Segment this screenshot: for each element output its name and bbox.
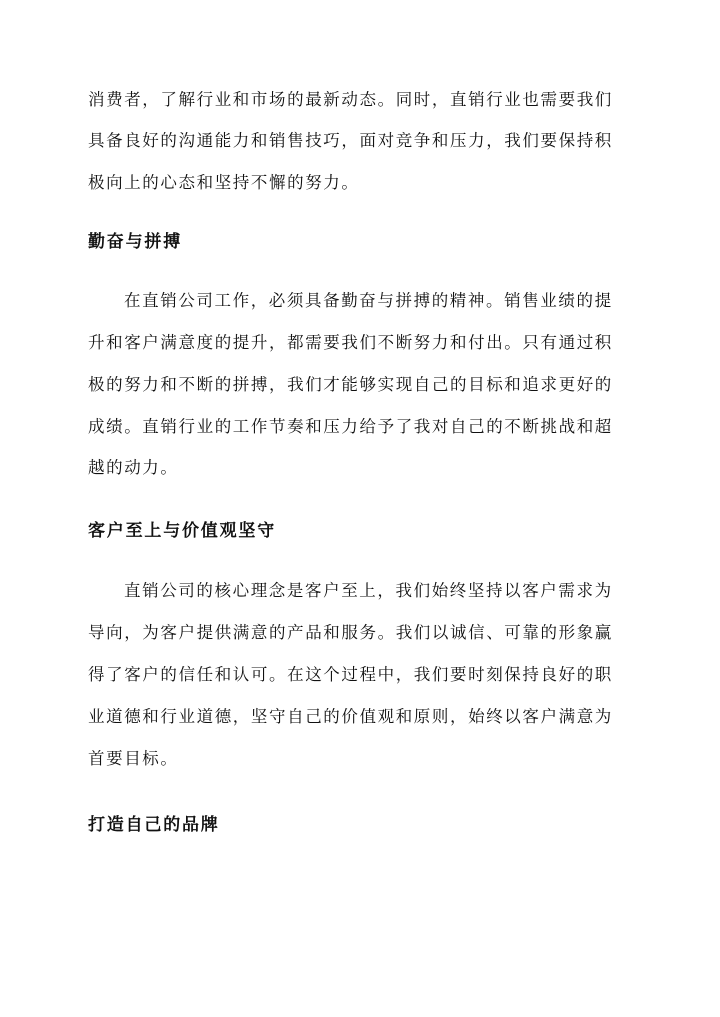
paragraph-line: 具备良好的沟通能力和销售技巧，面对竞争和压力，我们要保持积	[88, 131, 613, 150]
paragraph-line: 成绩。直销行业的工作节奏和压力给予了我对自己的不断挑战和超	[88, 417, 613, 436]
paragraph-line: 导向，为客户提供满意的产品和服务。我们以诚信、可靠的形象赢	[88, 623, 613, 642]
section-heading: 打造自己的品牌	[88, 815, 220, 835]
paragraph-line: 在直销公司工作，必须具备勤奋与拼搏的精神。销售业绩的提	[124, 291, 613, 310]
paragraph-line: 消费者，了解行业和市场的最新动态。同时，直销行业也需要我们	[88, 90, 613, 109]
paragraph-line: 业道德和行业道德，坚守自己的价值观和原则，始终以客户满意为	[88, 707, 613, 726]
paragraph-line: 越的动力。	[88, 458, 179, 477]
paragraph-line: 首要目标。	[88, 749, 179, 768]
paragraph-line: 极的努力和不断的拼搏，我们才能够实现自己的目标和追求更好的	[88, 375, 613, 394]
paragraph-line: 得了客户的信任和认可。在这个过程中，我们要时刻保持良好的职	[88, 665, 613, 684]
paragraph-line: 直销公司的核心理念是客户至上，我们始终坚持以客户需求为	[124, 581, 613, 600]
section-heading: 客户至上与价值观坚守	[88, 521, 276, 541]
section-heading: 勤奋与拼搏	[88, 232, 182, 252]
paragraph-line: 升和客户满意度的提升，都需要我们不断努力和付出。只有通过积	[88, 333, 613, 352]
paragraph-line: 极向上的心态和坚持不懈的努力。	[88, 173, 360, 192]
